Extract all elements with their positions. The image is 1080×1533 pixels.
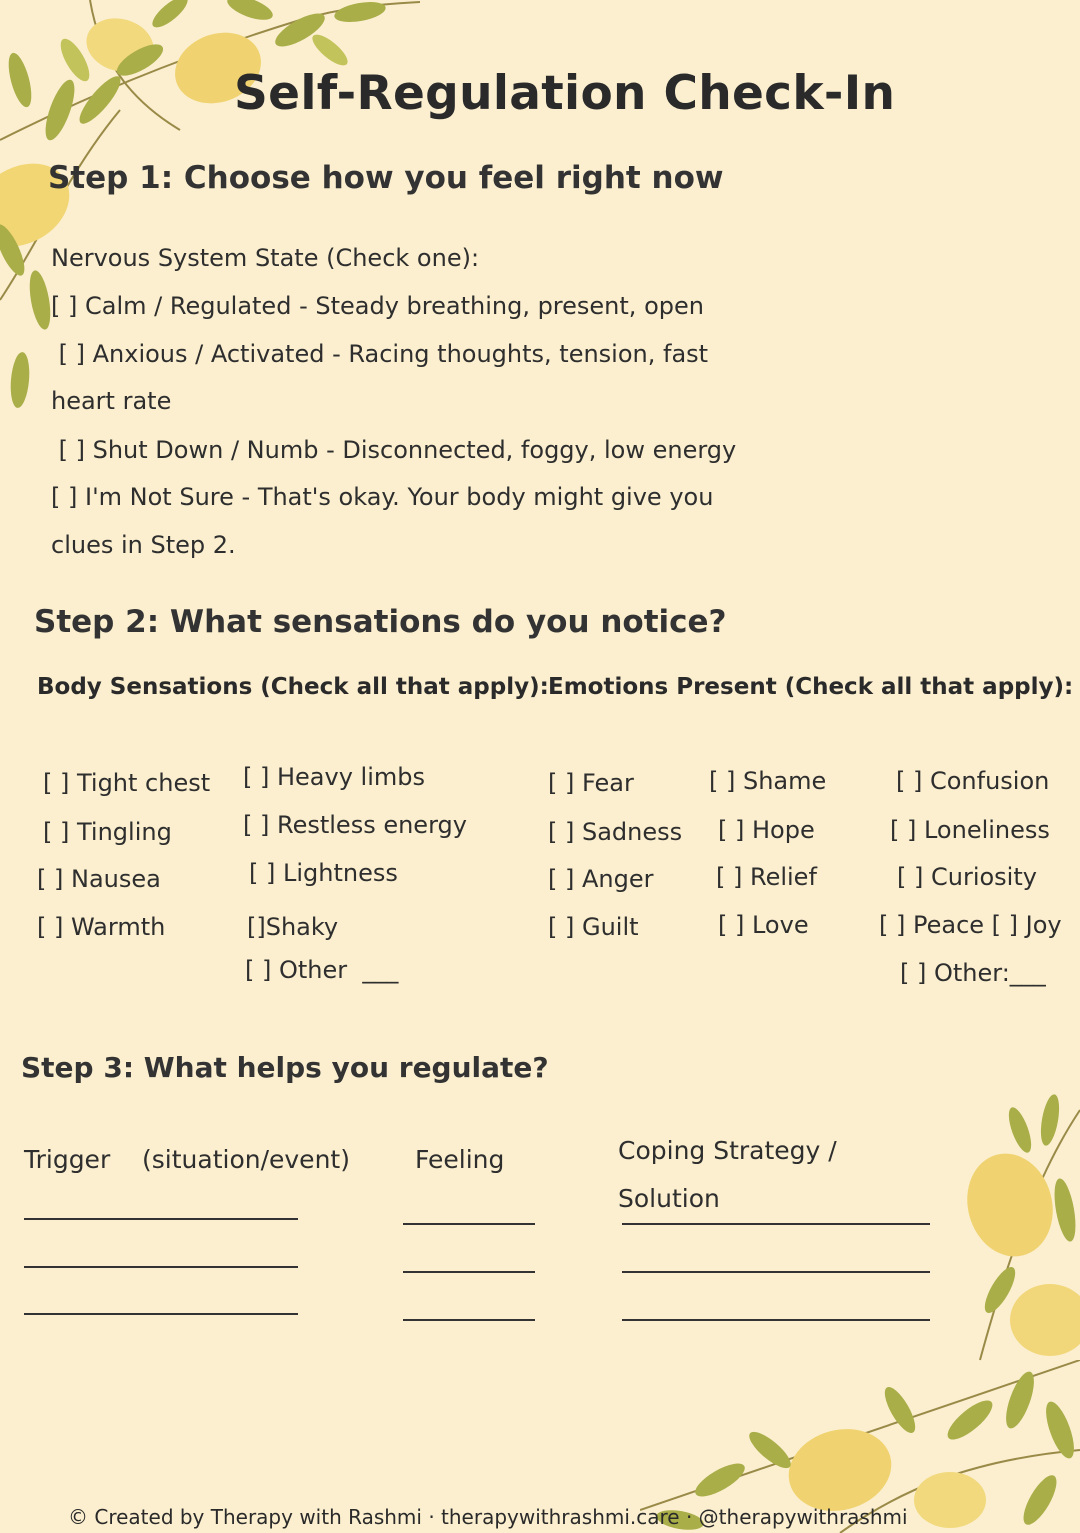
footer-credit: © Created by Therapy with Rashmi · therapywithrashmi.care · @therapywithrashmi [68, 1505, 908, 1529]
body-sensations-heading: Body Sensations (Check all that apply): [37, 674, 549, 700]
body-option-other[interactable]: [ ] Other ___ [245, 956, 399, 984]
body-option-warmth[interactable]: [ ] Warmth [37, 913, 166, 941]
state-option-anxious[interactable]: [ ] Anxious / Activated - Racing thoughts, tension, fast [51, 340, 709, 368]
trigger-line-3[interactable] [24, 1313, 298, 1315]
trigger-line-1[interactable] [24, 1218, 298, 1220]
state-option-calm[interactable]: [ ] Calm / Regulated - Steady breathing, present, open [51, 292, 704, 320]
emotion-option-relief[interactable]: [ ] Relief [716, 863, 817, 891]
coping-line-2[interactable] [622, 1271, 930, 1273]
body-option-nausea[interactable]: [ ] Nausea [37, 865, 161, 893]
coping-line-1[interactable] [622, 1223, 930, 1225]
lemon-branch-right-illustration [940, 1090, 1080, 1370]
emotion-option-shame[interactable]: [ ] Shame [709, 767, 827, 795]
state-option-not-sure-continued: clues in Step 2. [51, 531, 236, 559]
step1-prompt: Nervous System State (Check one): [51, 244, 480, 272]
feeling-line-2[interactable] [403, 1271, 535, 1273]
emotion-option-anger[interactable]: [ ] Anger [548, 865, 654, 893]
emotion-option-loneliness[interactable]: [ ] Loneliness [890, 816, 1050, 844]
coping-column-header-continued: Solution [618, 1184, 720, 1213]
emotion-option-love[interactable]: [ ] Love [718, 911, 809, 939]
emotion-option-guilt[interactable]: [ ] Guilt [548, 913, 639, 941]
emotions-heading: Emotions Present (Check all that apply): [548, 674, 1074, 700]
feeling-line-1[interactable] [403, 1223, 535, 1225]
state-option-not-sure[interactable]: [ ] I'm Not Sure - That's okay. Your body might give you [51, 483, 714, 511]
emotion-option-fear[interactable]: [ ] Fear [548, 769, 634, 797]
step3-heading: Step 3: What helps you regulate? [21, 1051, 549, 1084]
body-option-lightness[interactable]: [ ] Lightness [249, 859, 398, 887]
body-option-heavy-limbs[interactable]: [ ] Heavy limbs [243, 763, 425, 791]
body-option-tight-chest[interactable]: [ ] Tight chest [43, 769, 211, 797]
state-option-shutdown[interactable]: [ ] Shut Down / Numb - Disconnected, foggy, low energy [51, 436, 737, 464]
trigger-line-2[interactable] [24, 1266, 298, 1268]
state-option-anxious-continued: heart rate [51, 387, 172, 415]
coping-line-3[interactable] [622, 1319, 930, 1321]
trigger-column-header: Trigger (situation/event) [24, 1145, 350, 1174]
page-title: Self-Regulation Check-In [234, 66, 896, 121]
step2-heading: Step 2: What sensations do you notice? [34, 604, 727, 640]
emotion-option-sadness[interactable]: [ ] Sadness [548, 818, 683, 846]
coping-column-header: Coping Strategy / [618, 1136, 837, 1165]
body-option-restless-energy[interactable]: [ ] Restless energy [243, 811, 467, 839]
body-option-tingling[interactable]: [ ] Tingling [43, 818, 172, 846]
feeling-line-3[interactable] [403, 1319, 535, 1321]
feeling-column-header: Feeling [415, 1145, 505, 1174]
step1-heading: Step 1: Choose how you feel right now [48, 160, 724, 196]
emotion-option-other[interactable]: [ ] Other:___ [900, 959, 1046, 987]
emotion-option-confusion[interactable]: [ ] Confusion [896, 767, 1050, 795]
emotion-option-curiosity[interactable]: [ ] Curiosity [897, 863, 1037, 891]
emotion-option-peace-joy[interactable]: [ ] Peace [ ] Joy [879, 911, 1062, 939]
emotion-option-hope[interactable]: [ ] Hope [718, 816, 815, 844]
body-option-shaky[interactable]: []Shaky [247, 913, 339, 941]
